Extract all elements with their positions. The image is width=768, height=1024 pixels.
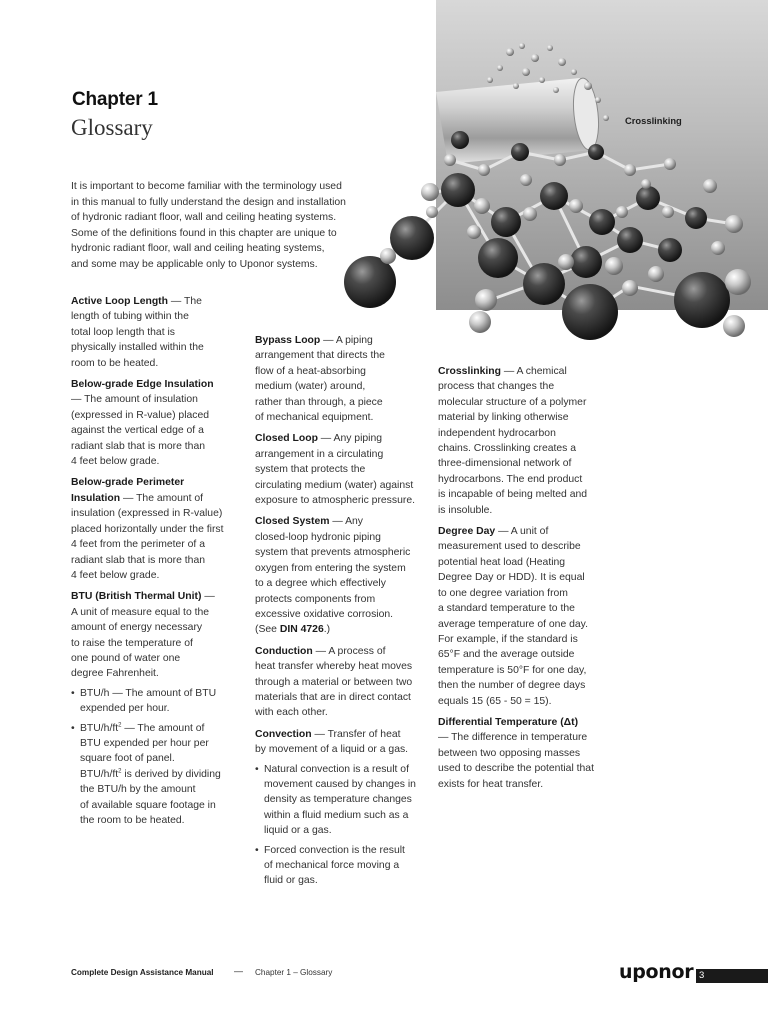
bullet-text: is derived by dividing (121, 768, 221, 780)
bullet-line: movement caused by changes in (264, 778, 416, 790)
entry-below-grade-edge-insulation (71, 377, 241, 469)
definition-line: by movement of a liquid or a gas. (255, 744, 409, 756)
term: Degree Day (438, 526, 496, 538)
definition-line: a standard temperature to the (438, 603, 575, 615)
definition-line: excessive oxidative corrosion. (255, 608, 394, 620)
term: Below-grade Edge Insulation (71, 379, 214, 391)
definition-line: of mechanical equipment. (255, 412, 374, 424)
bullet-line: of mechanical force moving a (264, 860, 400, 871)
definition-line: molecular structure of a polymer (438, 396, 587, 408)
dash: — (320, 335, 336, 346)
definition-line: is insoluble. (438, 504, 493, 516)
intro-paragraph (71, 179, 371, 273)
definition-line: oxygen from entering the system (255, 562, 406, 574)
definition-text: A chemical (516, 366, 567, 377)
superscript: 2 (118, 768, 122, 775)
term: Differential Temperature (Δt) (438, 716, 579, 728)
definition-line: average temperature of one day. (438, 618, 588, 630)
dash: — (317, 433, 334, 445)
bullet-line: liquid or a gas. (264, 825, 332, 837)
definition-line: flow of a heat-absorbing (255, 365, 366, 377)
definition-line: system that protects the (255, 464, 366, 476)
bullet-item (255, 762, 425, 839)
page-number: 3 (699, 970, 705, 981)
definition-line: process that changes the (438, 381, 555, 393)
definition-line: protects components from (255, 593, 376, 605)
definition-line: 65°F and the average outside (438, 649, 575, 661)
definition-line: arrangement that directs the (255, 350, 385, 362)
entry-bypass-loop (255, 333, 425, 425)
entry-closed-system (255, 514, 425, 637)
definition-text: The (183, 296, 202, 307)
definition-line: room to be heated. (71, 357, 159, 369)
definition-line: radiant slab that is more than (71, 554, 205, 566)
dash: — (167, 296, 184, 307)
term: Convection (255, 728, 312, 740)
term: Closed Loop (255, 433, 318, 445)
bullet-dot: • (71, 687, 75, 699)
crosslinking-figure-label: Crosslinking (625, 115, 682, 126)
dash: — (312, 645, 329, 657)
term: Insulation (71, 492, 121, 504)
definition-line: — The amount of insulation (71, 394, 198, 406)
glossary-column-1 (71, 294, 241, 834)
definition-line: system that prevents atmospheric (255, 547, 411, 559)
entry-degree-day (438, 524, 608, 709)
definition-text: Any piping (333, 433, 383, 445)
reference-din-4726: DIN 4726 (279, 624, 324, 636)
bullet-item (255, 843, 425, 889)
definition-line: equals 15 (65 - 50 = 15). (438, 695, 552, 707)
bullet-line: of available square footage in (80, 799, 216, 811)
definition-line: 4 feet from the perimeter of a (71, 539, 205, 551)
bullet-line: within a fluid medium such as a (264, 809, 409, 821)
definition-text: A unit of (510, 526, 549, 538)
definition-text: Transfer of heat (327, 728, 401, 740)
page-number-bar (696, 969, 768, 983)
chapter-number: Chapter 1 (72, 89, 158, 110)
definition-text: The amount of (136, 492, 204, 504)
bullet-line: fluid or gas. (264, 875, 318, 887)
intro-line: of hydronic radiant floor, wall and ceiling heating systems. (71, 212, 337, 224)
reference-suffix: .) (323, 624, 331, 636)
intro-line: hydronic radiant floor, wall and ceiling heating systems, (71, 243, 325, 255)
intro-line: It is important to become familiar with the terminology used (71, 181, 342, 192)
definition-line: arrangement in a circulating (255, 448, 384, 460)
bullet-dot: • (71, 722, 75, 734)
definition-line: with each other. (255, 707, 328, 719)
glossary-column-2 (255, 333, 425, 895)
term: Bypass Loop (255, 335, 321, 346)
term: Conduction (255, 645, 313, 657)
bullet-line: Forced convection is the result (264, 844, 405, 856)
definition-line: For example, if the standard is (438, 633, 578, 645)
definition-line: length of tubing within the (71, 311, 189, 323)
crosslinking-molecule-illustration (330, 0, 768, 360)
definition-line: Degree Day or HDD). It is equal (438, 572, 585, 584)
definition-line: between two opposing masses (438, 747, 581, 759)
entry-active-loop-length (71, 294, 241, 371)
entry-closed-loop (255, 431, 425, 508)
definition-line: material by linking otherwise (438, 412, 569, 424)
entry-differential-temperature (438, 715, 608, 792)
reference-prefix: (See (255, 624, 280, 636)
bullet-item (71, 721, 241, 829)
superscript: 2 (118, 722, 122, 729)
definition-line: temperature is 50°F for one day, (438, 664, 587, 676)
definition-line: A unit of measure equal to the (71, 606, 210, 618)
definition-text: A process of (328, 645, 386, 657)
definition-line: (expressed in R-value) placed (71, 409, 210, 421)
definition-line: then the number of degree days (438, 680, 586, 692)
definition-line: closed-loop hydronic piping (255, 531, 381, 543)
entry-btu (71, 589, 241, 828)
definition-line: 4 feet below grade. (71, 456, 160, 468)
definition-line: against the vertical edge of a (71, 425, 204, 437)
definition-line: 4 feet below grade. (71, 569, 160, 581)
definition-text: Any (345, 516, 363, 528)
dash: — (329, 516, 346, 528)
footer-chapter: Chapter 1 – Glossary (255, 968, 333, 977)
bullet-line: BTU expended per hour per (80, 737, 209, 749)
definition-line: rather than through, a piece (255, 396, 383, 408)
definition-line: amount of energy necessary (71, 622, 203, 634)
definition-line: insulation (expressed in R-value) (71, 508, 223, 520)
term: Active Loop Length (71, 296, 168, 307)
bullet-text: — The amount of (121, 722, 205, 734)
definition-line: is incapable of being melted and (438, 489, 588, 501)
definition-line: total loop length that is (71, 326, 175, 338)
definition-line: — The difference in temperature (438, 732, 588, 744)
definition-line: placed horizontally under the first (71, 523, 224, 535)
definition-line: potential heat load (Heating (438, 556, 566, 568)
definition-line: radiant slab that is more than (71, 440, 205, 452)
bullet-line: BTU/h — The amount of BTU (80, 687, 217, 699)
bullet-line: density as temperature changes (264, 794, 412, 806)
definition-line: through a material or between two (255, 676, 413, 688)
definition-line: circulating medium (water) against (255, 479, 414, 491)
term: Below-grade Perimeter (71, 477, 185, 489)
dash: — (500, 366, 517, 377)
definition-line: one pound of water one (71, 652, 181, 664)
definition-line: medium (water) around, (255, 381, 366, 393)
dash: — (311, 728, 328, 740)
bullet-line: square foot of panel. (80, 753, 175, 765)
definition-line: independent hydrocarbon (438, 427, 556, 439)
definition-line: chains. Crosslinking creates a (438, 443, 577, 455)
glossary-column-3 (438, 364, 608, 798)
definition-line: exposure to atmospheric pressure. (255, 495, 415, 507)
bullet-line: the room to be heated. (80, 815, 185, 826)
intro-line: and some may be applicable only to Uponor systems. (71, 258, 318, 270)
definition-line: hydrocarbons. The end product (438, 473, 583, 485)
term: BTU (British Thermal Unit) (71, 591, 202, 603)
bullet-line: Natural convection is a result of (264, 763, 409, 775)
bullet-text: BTU/h/ft (80, 722, 119, 734)
bullet-dot: • (255, 844, 259, 856)
dash: — (201, 591, 215, 603)
bullet-text: BTU/h/ft (80, 768, 119, 780)
definition-line: to a degree which effectively (255, 578, 386, 590)
definition-line: three-dimensional network of (438, 458, 572, 470)
entry-crosslinking (438, 364, 608, 518)
definition-line: heat transfer whereby heat moves (255, 661, 413, 673)
definition-text: A piping (335, 335, 373, 346)
definition-line: materials that are in direct contact (255, 691, 411, 703)
intro-line: Some of the definitions found in this chapter are unique to (71, 227, 337, 239)
definition-line: measurement used to describe (438, 541, 581, 553)
intro-line: in this manual to fully understand the design and installation (71, 196, 346, 208)
bullet-item (71, 686, 241, 717)
bullet-dot: • (255, 763, 259, 775)
dash: — (120, 492, 137, 504)
dash: — (495, 526, 511, 538)
entry-conduction (255, 644, 425, 721)
term: Closed System (255, 516, 330, 528)
definition-line: physically installed within the (71, 342, 204, 354)
definition-line: to raise the temperature of (71, 637, 193, 649)
entry-below-grade-perimeter-insulation (71, 475, 241, 583)
bullet-line: expended per hour. (80, 703, 170, 715)
entry-convection (255, 727, 425, 889)
definition-line: used to describe the potential that (438, 763, 594, 775)
footer-separator: — (234, 966, 243, 976)
chapter-title: Glossary (71, 115, 153, 140)
definition-line: to one degree variation from (438, 587, 568, 599)
footer-manual-title: Complete Design Assistance Manual (71, 968, 214, 977)
term: Crosslinking (438, 366, 501, 377)
uponor-logo: uponor (619, 961, 694, 983)
definition-line: degree Fahrenheit. (71, 668, 159, 680)
definition-line: exists for heat transfer. (438, 778, 544, 790)
bullet-line: the BTU/h by the amount (80, 784, 196, 796)
